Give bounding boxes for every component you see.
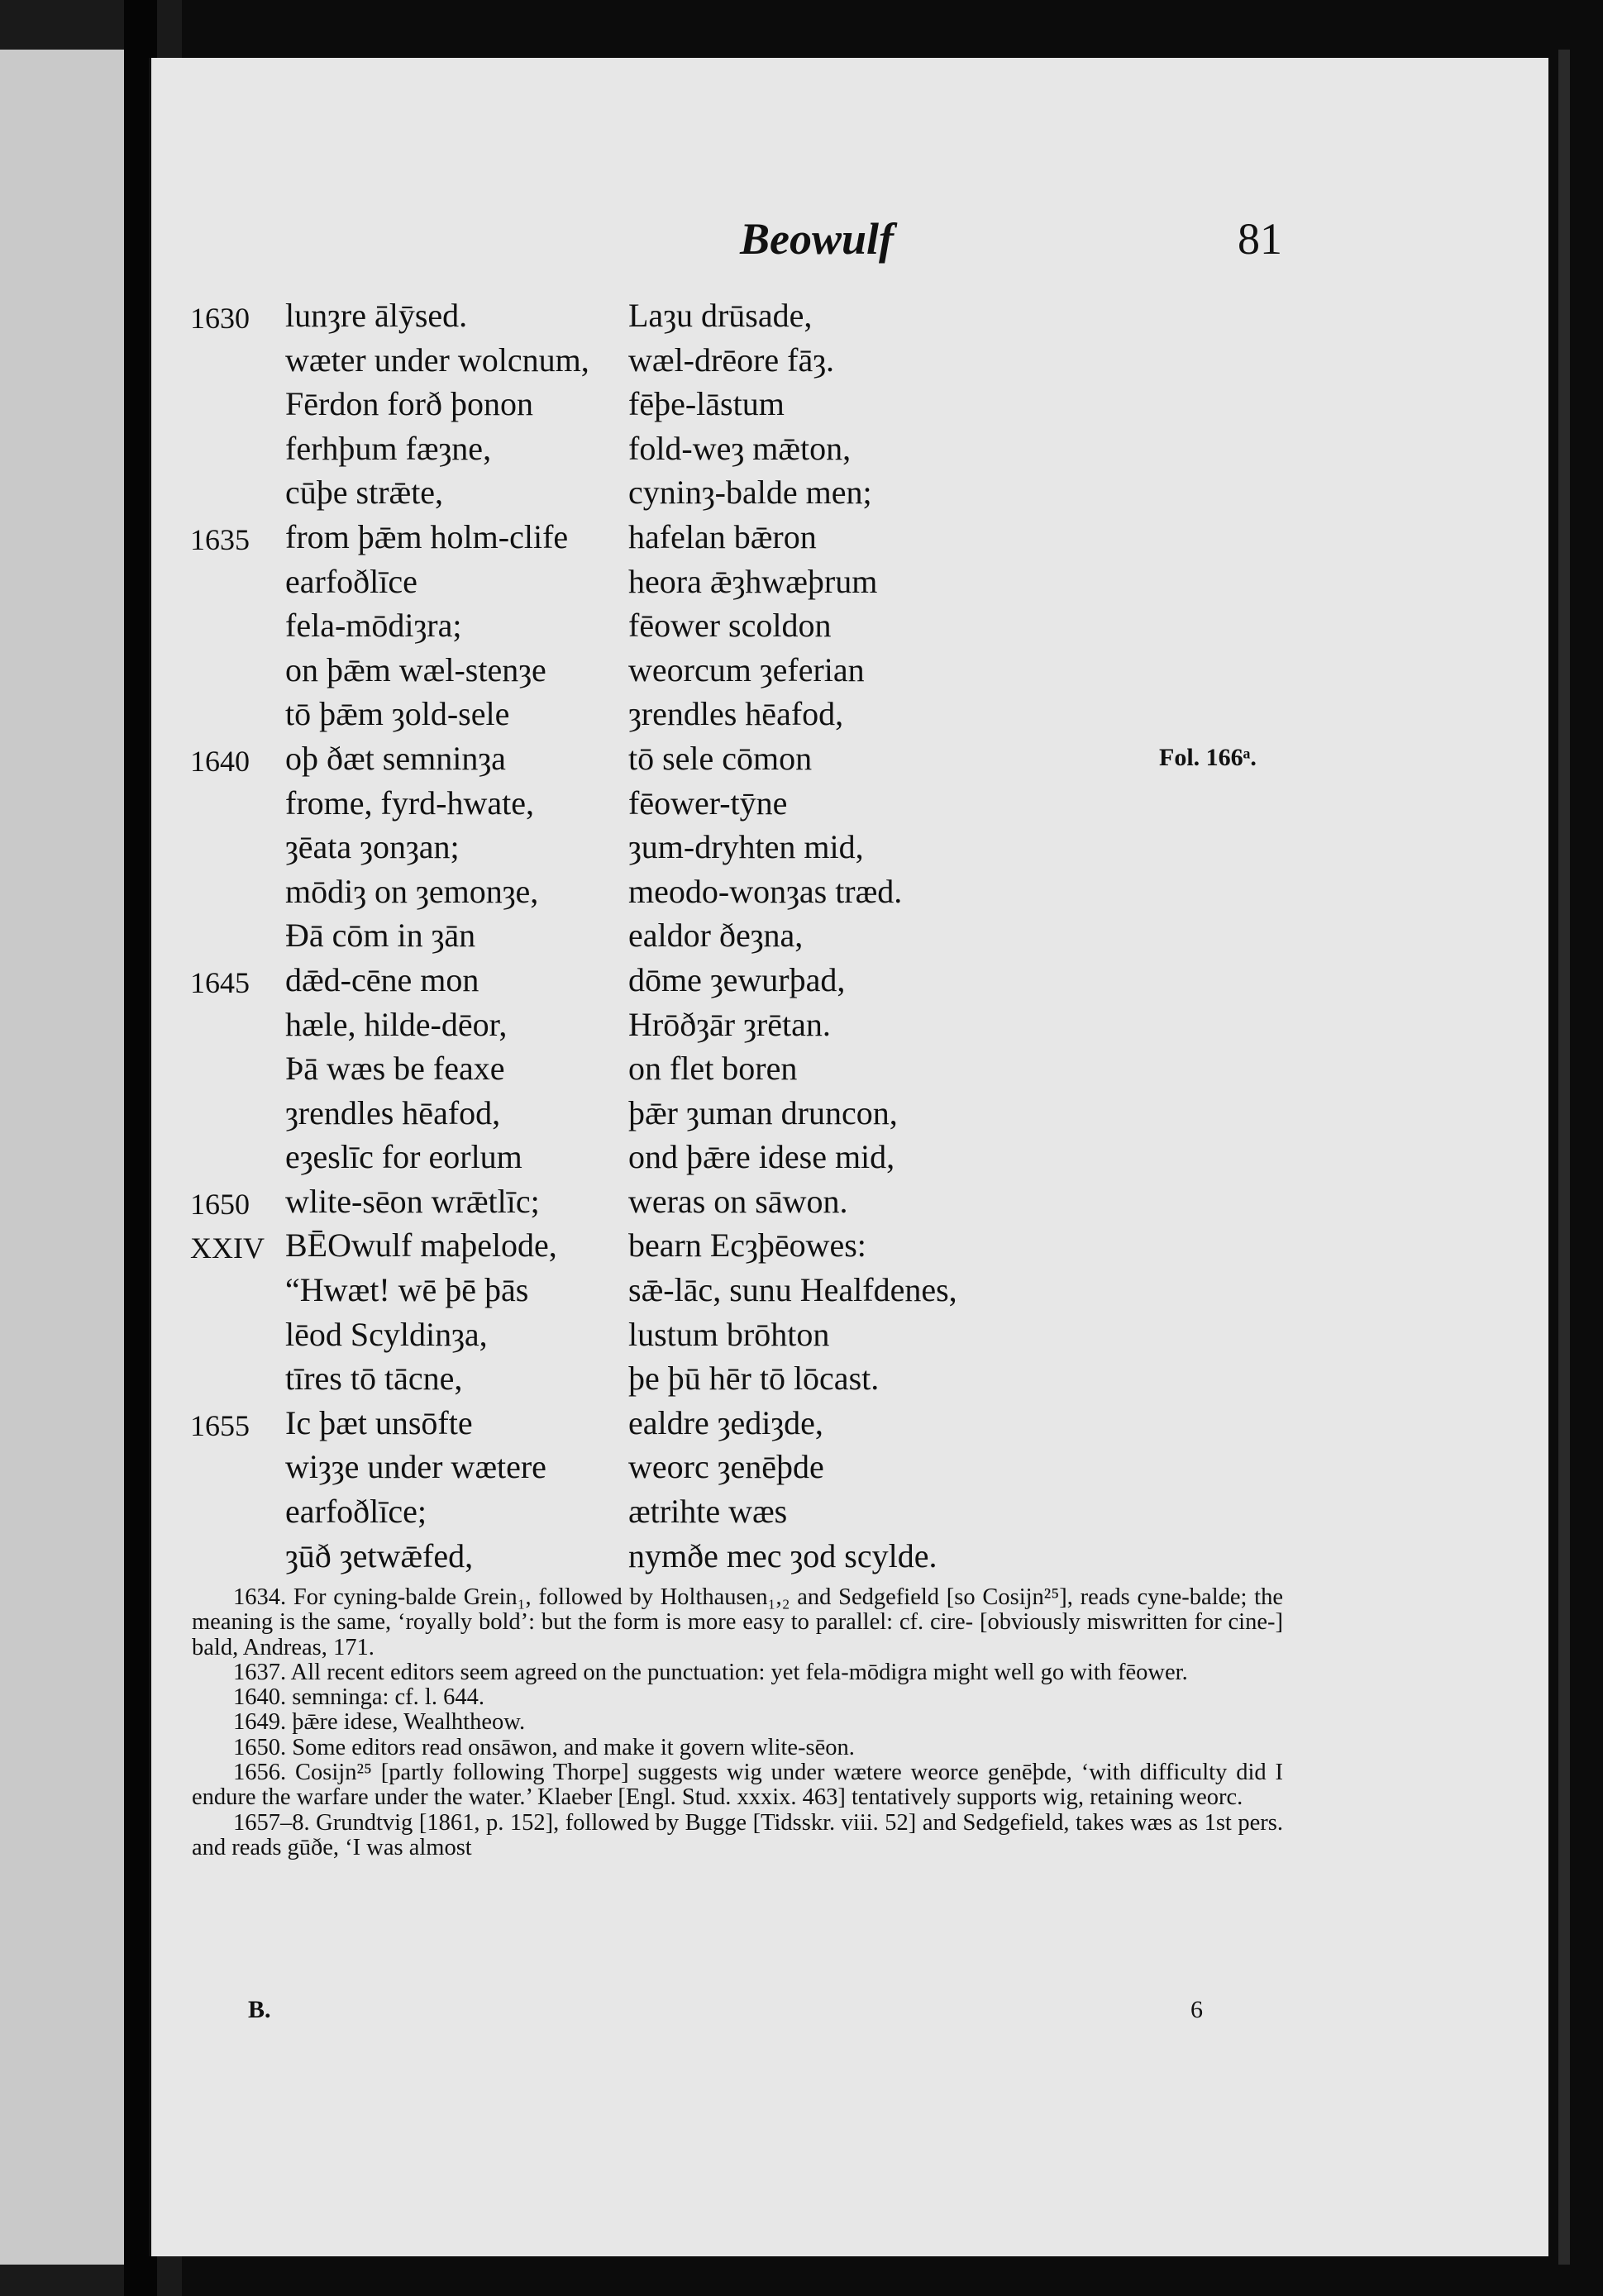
second-half-line: þǣr ȝuman druncon, xyxy=(628,1093,898,1131)
first-half-line: hæle, hilde-dēor, xyxy=(285,1005,508,1043)
second-half-line: Hrōðȝār ȝrētan. xyxy=(628,1005,831,1043)
line-number: 1650 xyxy=(190,1187,250,1221)
second-half-line: Laȝu drūsade, xyxy=(628,297,813,334)
verse-line xyxy=(0,562,1603,607)
first-half-line: frome, fyrd-hwate, xyxy=(285,784,534,822)
line-number: 1640 xyxy=(190,744,250,778)
verse-line xyxy=(0,1315,1603,1360)
verse-line xyxy=(0,1182,1603,1227)
first-half-line: from þǣm holm-clife xyxy=(285,517,569,555)
second-half-line: weorcum ȝeferian xyxy=(628,650,865,688)
second-half-line: ealdre ȝediȝde, xyxy=(628,1403,823,1441)
second-half-line: tō sele cōmon xyxy=(628,739,813,777)
verse-line xyxy=(0,739,1603,784)
first-half-line: eȝeslīc for eorlum xyxy=(285,1138,522,1176)
verse-line xyxy=(0,916,1603,960)
first-half-line: Ic þæt unsōfte xyxy=(285,1403,473,1441)
footnote: 1634. For cyning-balde Grein₁, followed by Holthausen₁,₂ and Sedgefield [so Cosijn²⁵], reads cyne-balde; the meaning is the same, ‘royally bold’: but the form is more easy to parallel: cf. cire- [obviously miswritten for cine-] bald, Andreas, 171. xyxy=(192,1584,1283,1660)
footnote: 1640. semninga: cf. l. 644. xyxy=(233,1684,484,1711)
verse-line xyxy=(0,384,1603,429)
first-half-line: dǣd-cēne mon xyxy=(285,960,479,998)
second-half-line: ȝrendles hēafod, xyxy=(628,695,844,733)
verse-line xyxy=(0,960,1603,1005)
first-half-line: earfoðlīce xyxy=(285,562,417,600)
second-half-line: wæl-drēore fāȝ. xyxy=(628,341,835,379)
verse-line xyxy=(0,517,1603,562)
first-half-line: BĒOwulf maþelode, xyxy=(285,1227,557,1265)
line-number: 1655 xyxy=(190,1408,250,1442)
footnote: 1637. All recent editors seem agreed on the punctuation: yet fela-mōdigra might well go with fēower. xyxy=(233,1659,1188,1685)
line-number: 1630 xyxy=(190,302,250,335)
signature-mark: B. xyxy=(248,1996,271,2023)
first-half-line: lunȝre ālȳsed. xyxy=(285,297,468,334)
first-half-line: ȝūð ȝetwǣfed, xyxy=(285,1536,474,1574)
verse-line xyxy=(0,784,1603,828)
first-half-line: lēod Scyldinȝa, xyxy=(285,1315,488,1353)
first-half-line: ferhþum fæȝne, xyxy=(285,429,492,467)
first-half-line: Þā wæs be feaxe xyxy=(285,1050,505,1088)
first-half-line: wlite-sēon wrǣtlīc; xyxy=(285,1182,540,1220)
first-half-line: ȝrendles hēafod, xyxy=(285,1093,501,1131)
second-half-line: on flet boren xyxy=(628,1050,798,1088)
second-half-line: ealdor ðeȝna, xyxy=(628,917,804,955)
first-half-line: Đā cōm in ȝān xyxy=(285,917,476,955)
second-half-line: fold-weȝ mǣton, xyxy=(628,429,852,467)
verse-line xyxy=(0,1049,1603,1093)
first-half-line: wæter under wolcnum, xyxy=(285,341,589,379)
verse-line xyxy=(0,1536,1603,1581)
footnote: 1656. Cosijn²⁵ [partly following Thorpe] suggests wig under wætere weorce genēþde, ‘with difficulty did I endure the warfare under the water.’ Klaeber [Engl. Stud. xxxix. 463] tentatively supports wig, retaining weorc. xyxy=(192,1760,1283,1811)
page-footer xyxy=(0,1996,1603,2029)
second-half-line: sǣ-lāc, sunu Healfdenes, xyxy=(628,1271,957,1309)
second-half-line: fēower scoldon xyxy=(628,607,832,645)
verse-line xyxy=(0,827,1603,872)
verse-line xyxy=(0,694,1603,739)
verse-line xyxy=(0,1359,1603,1403)
first-half-line: fela-mōdiȝra; xyxy=(285,607,462,645)
verse-line xyxy=(0,1270,1603,1315)
verse-line xyxy=(0,1492,1603,1536)
verse-line xyxy=(0,1005,1603,1050)
first-half-line: tō þǣm ȝold-sele xyxy=(285,695,510,733)
second-half-line: ond þǣre idese mid, xyxy=(628,1138,895,1176)
verse-line xyxy=(0,1093,1603,1138)
first-half-line: “Hwæt! wē þē þās xyxy=(285,1271,529,1309)
first-half-line: Fērdon forð þonon xyxy=(285,385,533,423)
first-half-line: cūþe strǣte, xyxy=(285,474,444,512)
verse-line xyxy=(0,429,1603,474)
first-half-line: on þǣm wæl-stenȝe xyxy=(285,650,546,688)
verse-line xyxy=(0,1226,1603,1270)
second-half-line: weorc ȝenēþde xyxy=(628,1448,824,1486)
verse-line xyxy=(0,1447,1603,1492)
second-half-line: dōme ȝewurþad, xyxy=(628,960,846,998)
verse-line xyxy=(0,872,1603,917)
first-half-line: oþ ðæt semninȝa xyxy=(285,739,506,777)
first-half-line: mōdiȝ on ȝemonȝe, xyxy=(285,872,539,910)
footnotes xyxy=(192,1585,1283,1860)
page-number: 81 xyxy=(1238,214,1282,264)
verse-line xyxy=(0,650,1603,695)
verse-text xyxy=(0,296,1603,1580)
second-half-line: heora ǣȝhwæþrum xyxy=(628,562,878,600)
second-half-line: fēþe-lāstum xyxy=(628,385,785,423)
second-half-line: meodo-wonȝas træd. xyxy=(628,872,903,910)
footnote: 1657–8. Grundtvig [1861, p. 152], followed by Bugge [Tidsskr. viii. 52] and Sedgefield, takes wæs as 1st pers. and reads gūðe, ‘I was almost xyxy=(192,1809,1283,1860)
second-half-line: nymðe mec ȝod scylde. xyxy=(628,1536,937,1574)
first-half-line: tīres tō tācne, xyxy=(285,1360,463,1398)
verse-line xyxy=(0,1403,1603,1448)
verse-line xyxy=(0,1137,1603,1182)
folio-reference: Fol. 166ᵃ. xyxy=(1159,743,1257,771)
second-half-line: ȝum-dryhten mid, xyxy=(628,828,864,866)
verse-line xyxy=(0,606,1603,650)
running-title: Beowulf xyxy=(740,214,895,264)
verse-line xyxy=(0,473,1603,517)
verse-line xyxy=(0,341,1603,385)
second-half-line: weras on sāwon. xyxy=(628,1182,848,1220)
line-number: 1645 xyxy=(190,965,250,999)
sheet-number: 6 xyxy=(1190,1996,1203,2023)
second-half-line: ætrihte wæs xyxy=(628,1493,788,1531)
second-half-line: hafelan bǣron xyxy=(628,517,817,555)
footnote: 1649. þǣre idese, Wealhtheow. xyxy=(233,1709,526,1736)
second-half-line: cyninȝ-balde men; xyxy=(628,474,872,512)
second-half-line: þe þū hēr tō lōcast. xyxy=(628,1360,880,1398)
footnote: 1650. Some editors read onsāwon, and make it govern wlite-sēon. xyxy=(233,1734,855,1760)
first-half-line: earfoðlīce; xyxy=(285,1493,427,1531)
first-half-line: wiȝȝe under wætere xyxy=(285,1448,546,1486)
running-header xyxy=(0,213,1603,271)
second-half-line: bearn Ecȝþēowes: xyxy=(628,1227,866,1265)
first-half-line: ȝēata ȝonȝan; xyxy=(285,828,460,866)
line-number: XXIV xyxy=(190,1231,265,1265)
second-half-line: fēower-tȳne xyxy=(628,784,788,822)
line-number: 1635 xyxy=(190,522,250,556)
second-half-line: lustum brōhton xyxy=(628,1315,830,1353)
verse-line xyxy=(0,296,1603,341)
